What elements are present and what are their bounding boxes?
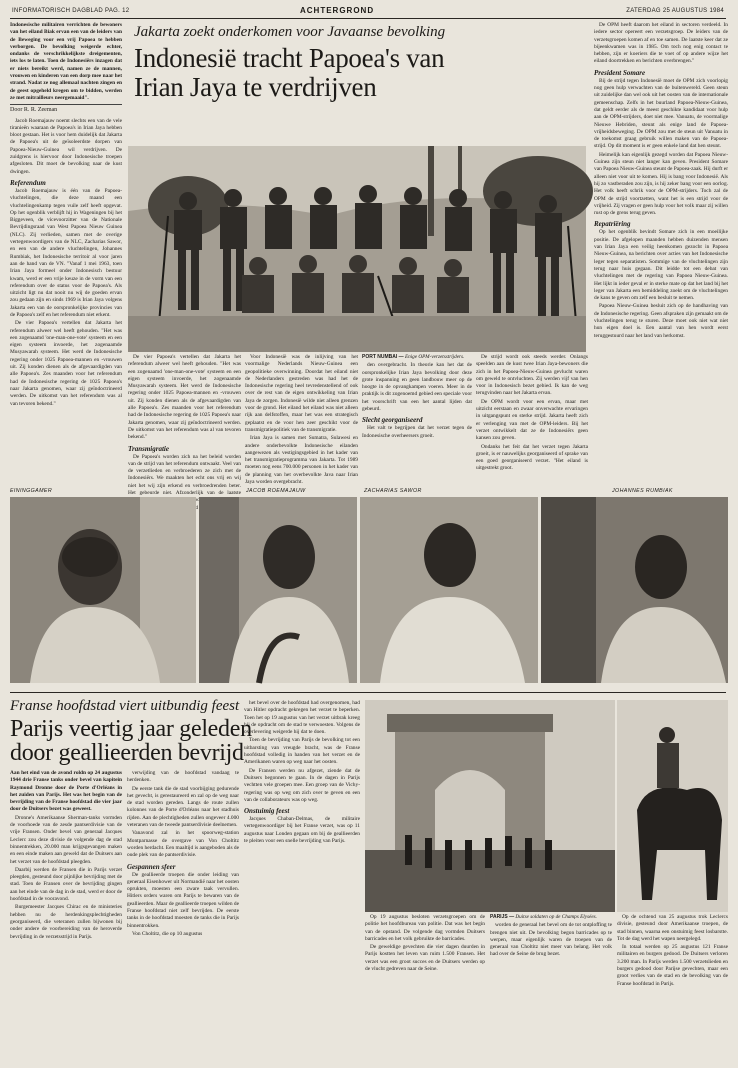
story1-subhead: Referendum bbox=[10, 178, 46, 187]
caption-text: Enige OPM-verzetsstrijders. bbox=[404, 354, 465, 360]
portrait-photo-1 bbox=[10, 497, 196, 683]
top-rule bbox=[10, 18, 726, 19]
story2-paragraph: De eerste tank die de stad voorbijging gedurende het gevecht, is gerestaureerd en zal op de weg naar de stad worden gereden. Langs de route zullen kolonnes van de Porte d'Orléans naar het stadhuis rijden. Aan de plechtigheden zullen ongeveer 4.000 veteranen van de tweede pantserdivisie deelnemen. bbox=[127, 785, 239, 829]
story1-kicker: Jakarta zoekt onderkomen voor Javaanse bevolking bbox=[134, 24, 446, 40]
story1-subhead: Repatriëring bbox=[594, 220, 631, 229]
paris-photo bbox=[365, 700, 615, 912]
story2-intro: Aan het eind van de avond roldn op 24 augustus 1944 drie Franse tanks onder bevel van kapitein Raymond Dronne door de Porte d'Orléans in het zuiden van Parijs. Het was het begin van de bevrijding van de Franse hoofdstad die vier jaar door de Duitsers bezet was geweest. bbox=[10, 770, 122, 813]
story2-paragraph: verwijding van de hoofdstad vandaag te herdenken. bbox=[127, 770, 239, 784]
story2-paragraph: In totaal werden op 25 augustus 121 Franse militairen en burgers gedood. De Duitsers verloren 3.200 man. In Parijs werden 1.500 verzetslieden en burgers gedood door Parijse gevechten, maar een groot verlies van de stad en de bevolking van de Franse hoofdstad in Parijs. bbox=[617, 944, 728, 987]
photo-label-roemajauw: JACOB ROEMAJAUW bbox=[246, 488, 306, 494]
story1-headline-line2: Irian Jaya te verdrijven bbox=[134, 72, 377, 102]
photo-label-left: EININGGAMER bbox=[10, 488, 53, 494]
story2-column-3 bbox=[244, 700, 360, 1062]
story1-column-4 bbox=[362, 354, 472, 484]
story2-subhead: Onstuimig feest bbox=[244, 807, 290, 816]
story2-paragraph: Op 19 augustus besloten verzetsgroepen om de politie het hoofdbureau van politie. Dat was het begin van de opstand. De volgende dag vormden Duitsers barricades en het volk gebruikte de barricades. bbox=[365, 914, 485, 942]
photo-caption bbox=[490, 914, 612, 921]
story2-paragraph: Daarbij werden de Fransen die in Parijs verzet pleegden, gesteund door pijnlijke bevrijding met de stad. Toen de Fransen over de bevrijding gingen aan het einde van de dag in de stad, werd er door de hoofdstad in de vooravond. bbox=[10, 866, 122, 903]
story2-paragraph: De Fransen werden nu afgezet, ziende dat de Duitsers begonnen te gaan. In de dagen in Parijs vechtten vele groepen mee. Een groep van de Vichy-regering was op weg om zich over te geven en een van de collaborateurs was op weg. bbox=[244, 767, 360, 803]
story1-paragraph: Bij de strijd tegen Indonesië moet de OPM zich voorlopig nog geen hulp verwachten van de buitenwereld. Geen steun uit zuidelijke dan wel ook uit het oosten van de internationale gemeenschap. Zelfs in het buurland Papoea-Nieuw-Guinea, dat geldt eerder als de meest geschikte kandidaat voor hulp aan de OPM-strijders, doet niet mee. Vanuatu, de voormalige Nieuwe Hebriden, steunt als enige land de Papoea-vrijheidsbeweging. De OPM zou met de steun uit Vanuatu in de toekomst graag gebruik willen maken van de Papoea-strijd. Op dit moment is er geen enkele land dat hen steunt. bbox=[594, 77, 728, 150]
story1-paragraph: De Papoea's worden zich na het beleid worden van de strijd van het referendum ontwaakt. Veel van de verzetlieden en verbroederen ze zich met de Indonesiërs. We maakten het echt ons vrij en wij niet het wij zijn erkend en verbroedrenden beter. Het gebeurde niet. Afzonderlijk van de laatste bbox=[128, 453, 241, 497]
story2-column-5 bbox=[490, 914, 612, 1062]
photo-caption bbox=[362, 354, 472, 361]
story2-paragraph: worden de generaal het bevel om de tot ontploffing te brengen niet uit. De bevolking begon barricades op te werpen, maar eigenlijk waren de troepen van de generaal van Choltitz niet meer van belang. Het volk had over de Seine de brug bezet. bbox=[490, 922, 612, 958]
section-title: ACHTERGROND bbox=[300, 6, 375, 15]
story2-paragraph: Von Choltitz, die op 10 augustus bbox=[132, 930, 203, 937]
story1-paragraph: De vier Papoea's vertellen dat Jakarta het referendum alweer wel heeft gehouden. "Het was een zogenaamd 'one-man-one-vote' systeem en een eigen systeem invoerde, het zogenaamde Musyawarah systeem. Het werd de Indonesische regering onder 1025 Papoea-mannen en -vrouwen uit. Zij konden dienen als de afgevaardigden van alle Papoea's. Zes maanden voor het referendum had de Indonesische regering de 1025 Papoea's naar Jakarta genomen, waar zij geïndoctrineerd werden. De uitkomst van het referendum was al van tevoren bekend." bbox=[128, 354, 241, 441]
story1-column-6 bbox=[594, 22, 728, 484]
story2-paragraph: De geweldige gevechten die vier dagen duurden in Parijs kostten het leven van ruim 1.500 Fransen. Het verzet was een groot succes en de Duitsers werden op de vlucht gedreven naar de Seine. bbox=[365, 944, 485, 973]
portrait-image bbox=[541, 497, 728, 683]
story2-column-6 bbox=[617, 914, 728, 1062]
story2-paragraph: Burgemeester Jacques Chirac en de ministeries hebben nu de herdenkingsplechtigheden georganiseerd, die veteranen zullen bijwonen bij onder andere de voorbereiding van de heroverde bevrijding in de verzetsstrijd in Parijs. bbox=[10, 904, 122, 940]
story1-paragraph: Jacob Roemajauw is één van de Papoea-vluchtelingen, die deze maand een vluchtelingenkamp tegen vuile zelf heeft opgevat. Op het ogenblik verblijft hij in Wageningen bij het Biggeveen, de vicevoorzitter van de Nationale Bevrijdingsraad van West Papoea Nieuw Guinea (NLC). Zij verlieden, samen met de overige vertegenwoordigers van de NLC, Zacharias Sawor, en een van de andere vluchtelingen, Johannes Rumbiak, het Indonesische territoir al voor jaren aan de hand van de VN. "Vanaf 1 mei 1963, toen Irian Jaya formeel onder Indonesisch bestuur kwam, werd er een vrije keuze in de vorm van een referendum over de status voor de Papoea's. Als uitzicht ligt nu dat nooit nu wij de goeden ervan zou gedaan zijn en sinds 1969 is Irian Jaya volgens Jakarta een van de oorspronkelijke provincies van de Papoea's zelf en het referendum niet erkent. bbox=[10, 187, 122, 318]
portrait-photo-3 bbox=[360, 497, 538, 683]
story2-paragraph: Toen de bevrijding van Parijs de bevolking tot een uitbarsting van vreugde bracht, was de Franse hoofdstad volledig in handen van het verzet en de Amerikanen waren op weg naar het oosten. bbox=[244, 737, 360, 766]
arc-de-triomphe-image bbox=[365, 700, 615, 912]
running-head bbox=[0, 6, 738, 18]
portrait-image bbox=[360, 497, 538, 683]
story1-paragraph: De vier Papoea's vertellen dat Jakarta het referendum alweer wel heeft gehouden. "Het was een zogenaamd 'one-man-one-vote' systeem en een eigen systeem invoerde, het zogenaamde Musyawarah systeem. Het werd de Indonesische regering onder 1025 Papoea-mannen en -vrouwen uit. Zij konden dienen als de afgevaardigden van alle Papoea's. Zes maanden voor het referendum had de Indonesische regering de 1025 Papoea's naar Jakarta genomen, waar zij geïndoctrineerd werden. De uitkomst van het referendum was al van tevoren bekend." bbox=[10, 320, 122, 407]
portrait-photo-2 bbox=[199, 497, 357, 683]
caption-label: PARIJS — bbox=[490, 914, 515, 920]
story2-headline-line2: door geallieerden bevrijd bbox=[10, 740, 244, 766]
portrait-image bbox=[199, 497, 357, 683]
story1-column-2 bbox=[128, 354, 241, 497]
story2-column-4 bbox=[365, 914, 485, 1062]
story1-subhead: Transmigratie bbox=[128, 444, 169, 453]
opm-fighters-photo bbox=[128, 146, 586, 352]
story2-paragraph: Dronne's Amerikaanse Sherman-tanks vormden de voorhoede van de zesde pantserdivisie van de vrije Fransen. Onder bevel van generaal Jacques Leclerc zou deze divisie de volgende dag de stad binnentrekken, 20.000 man krijgsgevangen maken en een einde maken aan geweld dat de Duitsers aan het verzet van de hoofdstad pleegden. bbox=[10, 814, 122, 865]
portrait-photo-4 bbox=[541, 497, 728, 683]
story1-headline-line1: Indonesië tracht Papoea's van bbox=[134, 43, 445, 73]
story2-column-2 bbox=[127, 770, 239, 1062]
story1-column-3 bbox=[245, 354, 358, 484]
story2-subhead: Gespannen sfeer bbox=[127, 862, 176, 871]
story1-paragraph: Op het ogenblik bevindt Somare zich in een moeilijke positie. De afgelopen maanden hebben duizenden mensen van Irian Jaya een veilig heenkomen gezocht in Papoea Nieuw-Guinea, na berichten over acties van het Indonesische leger tegen separatisten. Sommige van de vluchtelingen zijn terug naar huis gegaan. Dit leidde tot een debat van vluchtelingen met de regering van Papoea Nieuw-Guinea. Het lijkt in ieder geval er in sterke mate op dat het land bij het leger van Jakarta een bemiddeling zoekt om de vluchtelingen de kans te geven om zelf een besluit te nemen. bbox=[594, 229, 728, 302]
opm-fighters-image bbox=[128, 146, 586, 352]
story2-headline-line1: Parijs veertig jaar geleden bbox=[10, 716, 252, 742]
story1-intro: Indonesische militairen verrichten de bewoners van het eiland Biak ervan een van de leiders van de Beweging voor een vrij Papoea te hebben verborgen. De bevolking weigerde echter, ondanks de verschrikkelijkste dreigementen, iets los te laten. Toen de Indonesiërs inzagen dat er niets bereikt werd, namen ze de mannen, vrouwen en kinderen van een dorp mee naar het strand. Nadat ze nog allemaal nachten zingen en de geest opgeheld kregen om te bidden, werden ze met mitrailleurs neergemaaid". bbox=[10, 22, 122, 101]
story1-paragraph: Jacob Roemajauw noemt slechts een van de vele tiranieën waaraan de Papoea's in Irian Jaya hebben bloot gestaan. Het is voor hem duidelijk dat Jakarta de Papoea's uit de geïsoleerdste dorpen van Papoea-Nieuw-Guinea wil verdrijven. De zuidgrens is hiervoor door Indonesische troepen afgesloten. Dit moet de bevolking naar de kust dwingen. bbox=[10, 117, 122, 175]
story1-paragraph: De OPM wordt voor een ervan, maar met uitzicht eerstaan en zwaar onverwachte ervaringen in uitgangspunt en sterke strijd. Jakarta heeft zich er verlenging van met de OPM-leiders. Bij het verzet ontwikkelt dat ze de Indonesiërs geen kansen zou geven. bbox=[476, 398, 588, 442]
story1-column-1 bbox=[10, 22, 122, 484]
story1-paragraph: den overgebracht. In theorie kan het dat de oorspronkelijke Irian Jaya bevolking door deze grote inspanning en geen landbouw meer op de hoogte in de opvangkampen voeren. Meer in de praktijk is dit zogenoemd gebied een speciale voor het voorschrift van een het aantal lijden dat gebeurd. bbox=[362, 362, 472, 413]
story1-paragraph: De strijd wordt ook steeds werder. Onlangs speelden aan de kust twee Irian Jaya-bewoners die zich in het Papoea-Nieuw-Guinea gevlucht waren om geweld te ontvluchten. Zij werden vijf van hen voor in Indonesisch bezet gebied. Ik kan de weg terugvinden naar het Jakarta ervan. bbox=[476, 354, 588, 397]
story1-subhead: President Somare bbox=[594, 68, 646, 77]
story1-paragraph: De OPM heeft daarom het eiland in sectoren verdeeld. In iedere sector opereert een verzetsgroep. De leiders van de verzetsgroepen komen af en toe samen. De laatste keer dat ze bijeenkwamen was in 1985. Om toch nog enig contact te hebben, zijn er koeriers die te voet of op andere wijze het eiland doortrekken en berichten overbrengen." bbox=[594, 22, 728, 65]
photo-label-sawor: ZACHARIAS SAWOR bbox=[364, 488, 422, 494]
story1-paragraph: Irian Jaya is samen met Sumatra, Sulawesi en andere onderbevolkte Indonesische eilanden aangewezen als vestigingsgebied in het kader van het transmigratieprogramma van Jakarta. Tot 1989 moeten nog eens 700.000 personen in het kader van de planning van het overbevolkte Java naar Irian Jaya worden overgebracht. bbox=[245, 435, 358, 486]
story1-paragraph: Ondanks het feit dat het verzet tegen Jakarta groeit, is er nauwelijks georganiseerd of sprake van een goed georganiseerd verzet. "Het eiland is uitgestrekt groot. bbox=[476, 443, 588, 472]
story1-byline: Door R. R. Zeeman bbox=[10, 104, 122, 114]
page-info: INFORMATORISCH DAGBLAD PAG. 12 bbox=[12, 8, 130, 14]
story2-kicker: Franse hoofdstad viert uitbundig feest bbox=[10, 698, 240, 714]
story2-paragraph: het bevel over de hoofdstad had overgenomen, had van Hitler opdracht gekregen het verzet te beperken. Toen het op 19 augustus van het verzet uitbrak kreeg hij de opdracht om de stad te verwoesten. Volgens de overlevering weigerde hij dat te doen. bbox=[244, 700, 360, 736]
horseman-photo bbox=[617, 700, 728, 912]
caption-text: Duitse soldaten op de Champs Elysées. bbox=[515, 914, 597, 920]
portrait-image bbox=[10, 497, 196, 683]
caption-label: PORT NUMBAI — bbox=[362, 354, 404, 360]
story2-column-1 bbox=[10, 770, 122, 1062]
story2-paragraph: Vanavond zal in het spoorweg-station Montparnasse de overgave van Von Choltitz worden herdacht. Een maaltijd is aangeboden als de oude plek van de pantserdivisie. bbox=[127, 830, 239, 859]
story1-subhead: Slecht georganiseerd bbox=[362, 416, 423, 425]
story2-paragraph: De geallieerde troepen die onder leiding van generaal Eisenhower uit Normandië naar het oosten oprukten, moesten een zware taak vervullen. Hitlers orders waren om Parijs te bewaren van de geallieerden. Maar de geallieerde troepen wilden de Franse hoofdstad niet zelf bevrijden. De eerste tanks in de hoofdstad moesten de tanks die in Parijs binnentrokken. bbox=[127, 871, 239, 929]
story1-paragraph: Heimelijk kan eigenlijk gezegd worden dat Papoea Nieuw-Guinea zijn steun niet langer kan geven. President Somare van Papoea Nieuw-Guinea steunt de Papoea-zaak. Hij durft er alleen niet voor uit te komen. Hij is bang voor Indonesië. Als hij zo vastberaden zou zijn, is hij zeker bang voor een oorlog. Het volk heeft schrik voor de OPM-strijders. Toch zal de OPM de strijd voortzetten, want het is een strijd voor de vrijheid. Zij vragen er geen hulp voor het volk maar zij willen rust op de grens terug geven. bbox=[594, 151, 728, 217]
story1-column-5 bbox=[476, 354, 588, 484]
date-line: ZATERDAG 25 AUGUSTUS 1984 bbox=[626, 8, 724, 14]
story2-paragraph: Jacques Chaban-Delmas, de militaire vertegenwoordiger bij het Franse verzet, was op 11 augustus naar Londen gegaan om bij de geallieerden te pleiten voor een snelle bevrijding van Parijs. bbox=[244, 816, 360, 845]
mounted-soldier-image bbox=[617, 700, 728, 912]
story1-paragraph: Voor Indonesië was de inlijving van het voormalige Nederlands Nieuw-Guinea een geopolitieke overwinning. Doordat het eiland niet de Nederlanders gestreden was had het de Indonesische regering heel tevredenstellend of ook over de rest van de eigen ontwikkeling van Irian Jaya de zorgen. Indonesië wilde niet alleen grenzen voor de grond. Het eiland het eiland was niet alleen rijk aan delfstoffen, maar het was een strategisch geplaatst en de voor hen zeer geschikt voor de transmigratiepolitiek van de transmigratie. bbox=[245, 354, 358, 433]
photo-label-rumbiak: JOHANNES RUMBIAK bbox=[612, 488, 673, 494]
story1-paragraph: Het valt te begrijpen dat het verzet tegen de Indonesische overheersers groeit. bbox=[362, 425, 472, 439]
story1-paragraph: Papoea Nieuw-Guinea besluit zich op de handhaving van de Indonesische regering. Geen afspraken zijn gemaakt om de vluchtelingen terug te sturen. Deze moet ook niet wat niet hun eigen doel is. Een aantal van hen wordt eerst teruggestuurd naar het land van herkomst. bbox=[594, 303, 728, 339]
story-divider bbox=[10, 692, 726, 693]
story2-paragraph: Op de ochtend van 25 augustus trok Leclercs divisie, gesteund door Amerikaanse troepen, de stad binnen, waarna een onstuimig feest losbarstte. Tot de dag werd het wapen neergelegd. bbox=[617, 914, 728, 942]
